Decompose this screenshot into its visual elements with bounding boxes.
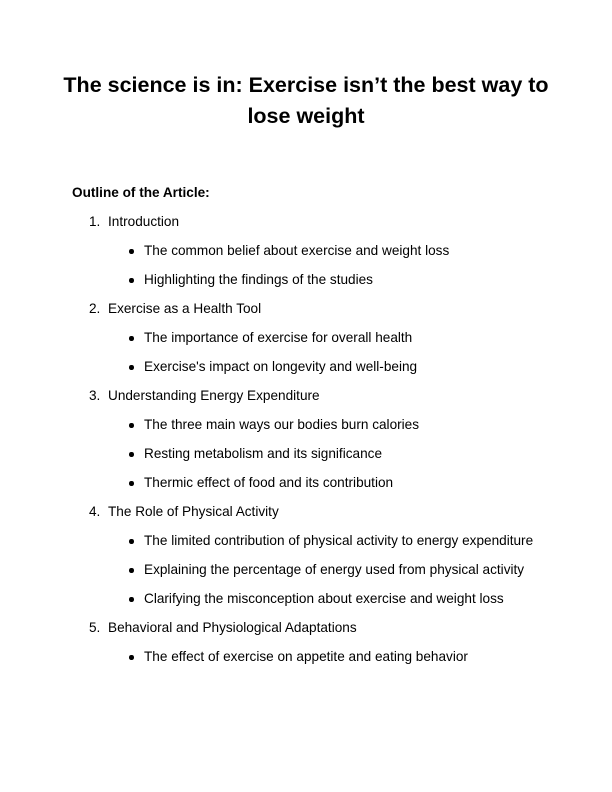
section-number: 4. <box>89 504 101 519</box>
bullet-icon <box>72 444 144 464</box>
outline-heading: Outline of the Article: <box>72 185 210 200</box>
bullet-item <box>72 647 542 667</box>
bullet-icon <box>72 589 144 609</box>
bullet-text: The effect of exercise on appetite and eating behavior <box>144 649 468 664</box>
bullet-list <box>72 328 542 377</box>
bullet-item <box>72 357 542 377</box>
bullet-item <box>72 415 542 435</box>
outline-section-physical-activity <box>72 502 542 609</box>
page-title: The science is in: Exercise isn’t the best way to lose weight <box>63 73 549 128</box>
bullet-text: Highlighting the findings of the studies <box>144 272 373 287</box>
bullet-item <box>72 473 542 493</box>
bullet-text: Clarifying the misconception about exercise and weight loss <box>144 591 504 606</box>
outline-section-energy-expenditure <box>72 386 542 493</box>
section-label: Behavioral and Physiological Adaptations <box>108 620 357 635</box>
bullet-list <box>72 415 542 493</box>
bullet-icon <box>72 647 144 667</box>
bullet-text: Exercise's impact on longevity and well-being <box>144 359 418 374</box>
bullet-item <box>72 270 542 290</box>
bullet-text: The common belief about exercise and weight loss <box>144 243 450 258</box>
bullet-icon <box>72 328 144 348</box>
section-number: 3. <box>89 388 101 403</box>
section-label: Introduction <box>108 214 180 229</box>
bullet-text: Thermic effect of food and its contribution <box>144 475 394 490</box>
section-label: The Role of Physical Activity <box>108 504 279 519</box>
bullet-item <box>72 531 542 551</box>
section-number: 5. <box>89 620 101 635</box>
bullet-text: Resting metabolism and its significance <box>144 446 383 461</box>
bullet-item <box>72 589 542 609</box>
bullet-list <box>72 647 542 667</box>
section-number: 1. <box>89 214 101 229</box>
section-number: 2. <box>89 301 101 316</box>
bullet-item <box>72 444 542 464</box>
bullet-text: The three main ways our bodies burn calories <box>144 417 420 432</box>
outline-section-adaptations <box>72 618 542 667</box>
bullet-icon <box>72 357 144 377</box>
outline-list <box>72 212 542 667</box>
outline-section-exercise-health-tool <box>72 299 542 377</box>
bullet-list <box>72 531 542 609</box>
bullet-text: The limited contribution of physical activity to energy expenditure <box>144 533 534 548</box>
bullet-icon <box>72 270 144 290</box>
bullet-text: Explaining the percentage of energy used from physical activity <box>144 562 525 577</box>
bullet-text: The importance of exercise for overall health <box>144 330 413 345</box>
bullet-icon <box>72 560 144 580</box>
bullet-icon <box>72 241 144 261</box>
section-label: Understanding Energy Expenditure <box>108 388 320 403</box>
bullet-icon <box>72 415 144 435</box>
outline-section-introduction <box>72 212 542 290</box>
bullet-icon <box>72 473 144 493</box>
section-label: Exercise as a Health Tool <box>108 301 262 316</box>
bullet-item <box>72 241 542 261</box>
bullet-list <box>72 241 542 290</box>
bullet-item <box>72 328 542 348</box>
bullet-icon <box>72 531 144 551</box>
bullet-item <box>72 560 542 580</box>
